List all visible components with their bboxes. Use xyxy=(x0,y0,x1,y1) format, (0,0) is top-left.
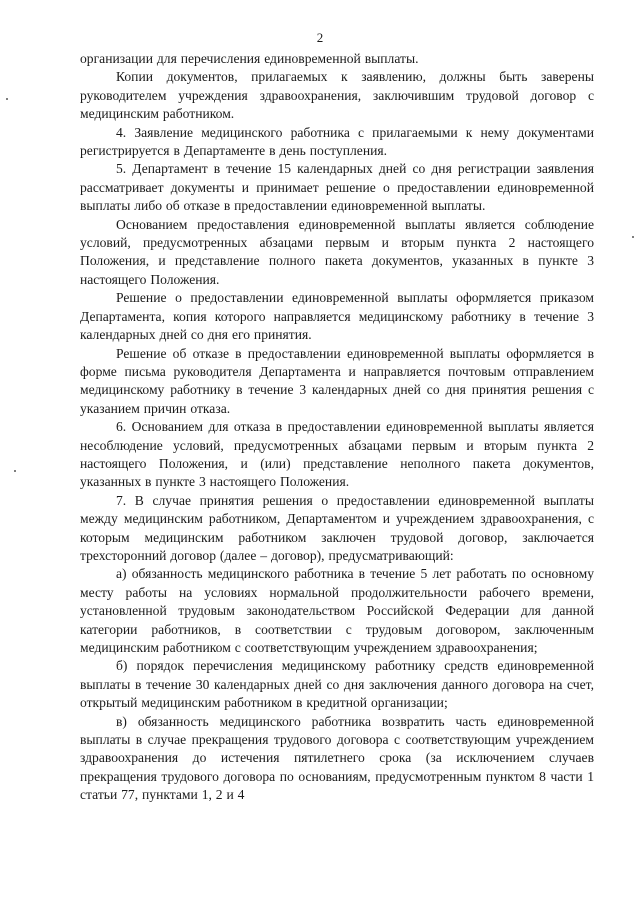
paragraph-grounds-grant: Основанием предоставления единовременной выплаты является соблюдение условий, предусмотренных абзацами первым и вторым пункта 2 настоящего Положения, и представление полного пакета документов, указанных в пункте 3 настоящего Положения. xyxy=(80,216,594,287)
paragraph-decision-refusal: Решение об отказе в предоставлении единовременной выплаты оформляется в форме письма руководителя Департамента и направляется почтовым отправлением медицинскому работнику в течение 3 календарных дней со дня принятия решения с указанием причин отказа. xyxy=(80,345,594,416)
scan-speck xyxy=(14,470,16,472)
paragraph-subitem-v: в) обязанность медицинского работника возвратить часть единовременной выплаты в случае прекращения трудового договора с соответствующим учреждением здравоохранения до истечения пятилетнего срока (за исключением случаев прекращения трудового договора по основаниям, предусмотренным пунктом 8 части 1 статьи 77, пунктами 1, 2 и 4 xyxy=(80,713,594,803)
paragraph-continuation: организации для перечисления единовременной выплаты. xyxy=(80,51,419,66)
paragraph-item-4: 4. Заявление медицинского работника с прилагаемыми к нему документами регистрируется в Департаменте в день поступления. xyxy=(80,124,594,159)
paragraph-item-7: 7. В случае принятия решения о предоставлении единовременной выплаты между медицинским работником, Департаментом и учреждением здравоохранения, с которым медицинским работником заключен трудовой договор, заключается трехсторонний договор (далее – договор), предусматривающий: xyxy=(80,492,594,563)
paragraph-subitem-b: б) порядок перечисления медицинскому работнику средств единовременной выплаты в течение 30 календарных дней со дня заключения данного договора на счет, открытый медицинским работником в кредитной организации; xyxy=(80,658,594,711)
paragraph-subitem-a: а) обязанность медицинского работника в течение 5 лет работать по основному месту работы на условиях нормальной продолжительности рабочего времени, установленной трудовым законодательством Российской Федерации для данной категории работников, в соответствии с трудовым договором, заключенным медицинским работником с соответствующим учреждением здравоохранения; xyxy=(80,566,594,655)
page-number: 2 xyxy=(316,30,324,45)
scan-speck xyxy=(632,236,634,238)
paragraph-decision-grant: Решение о предоставлении единовременной выплаты оформляется приказом Департамента, копия которого направляется медицинскому работнику в течение 3 календарных дней со дня его принятия. xyxy=(80,290,594,343)
paragraph-item-6: 6. Основанием для отказа в предоставлении единовременной выплаты является несоблюдение условий, предусмотренных абзацами первым и вторым пункта 2 настоящего Положения, и (или) представление неполного пакета документов, указанных в пункте 3 настоящего Положения. xyxy=(80,419,594,490)
paragraph-item-5: 5. Департамент в течение 15 календарных дней со дня регистрации заявления рассматривает документы и принимает решение о предоставлении единовременной выплаты либо об отказе в предоставлении единовременной выплаты. xyxy=(80,161,594,214)
document-body xyxy=(80,50,594,805)
scan-speck xyxy=(6,98,8,100)
paragraph-copies: Копии документов, прилагаемых к заявлению, должны быть заверены руководителем учреждения здравоохранения, заключившим трудовой договор с медицинским работником. xyxy=(80,69,594,122)
